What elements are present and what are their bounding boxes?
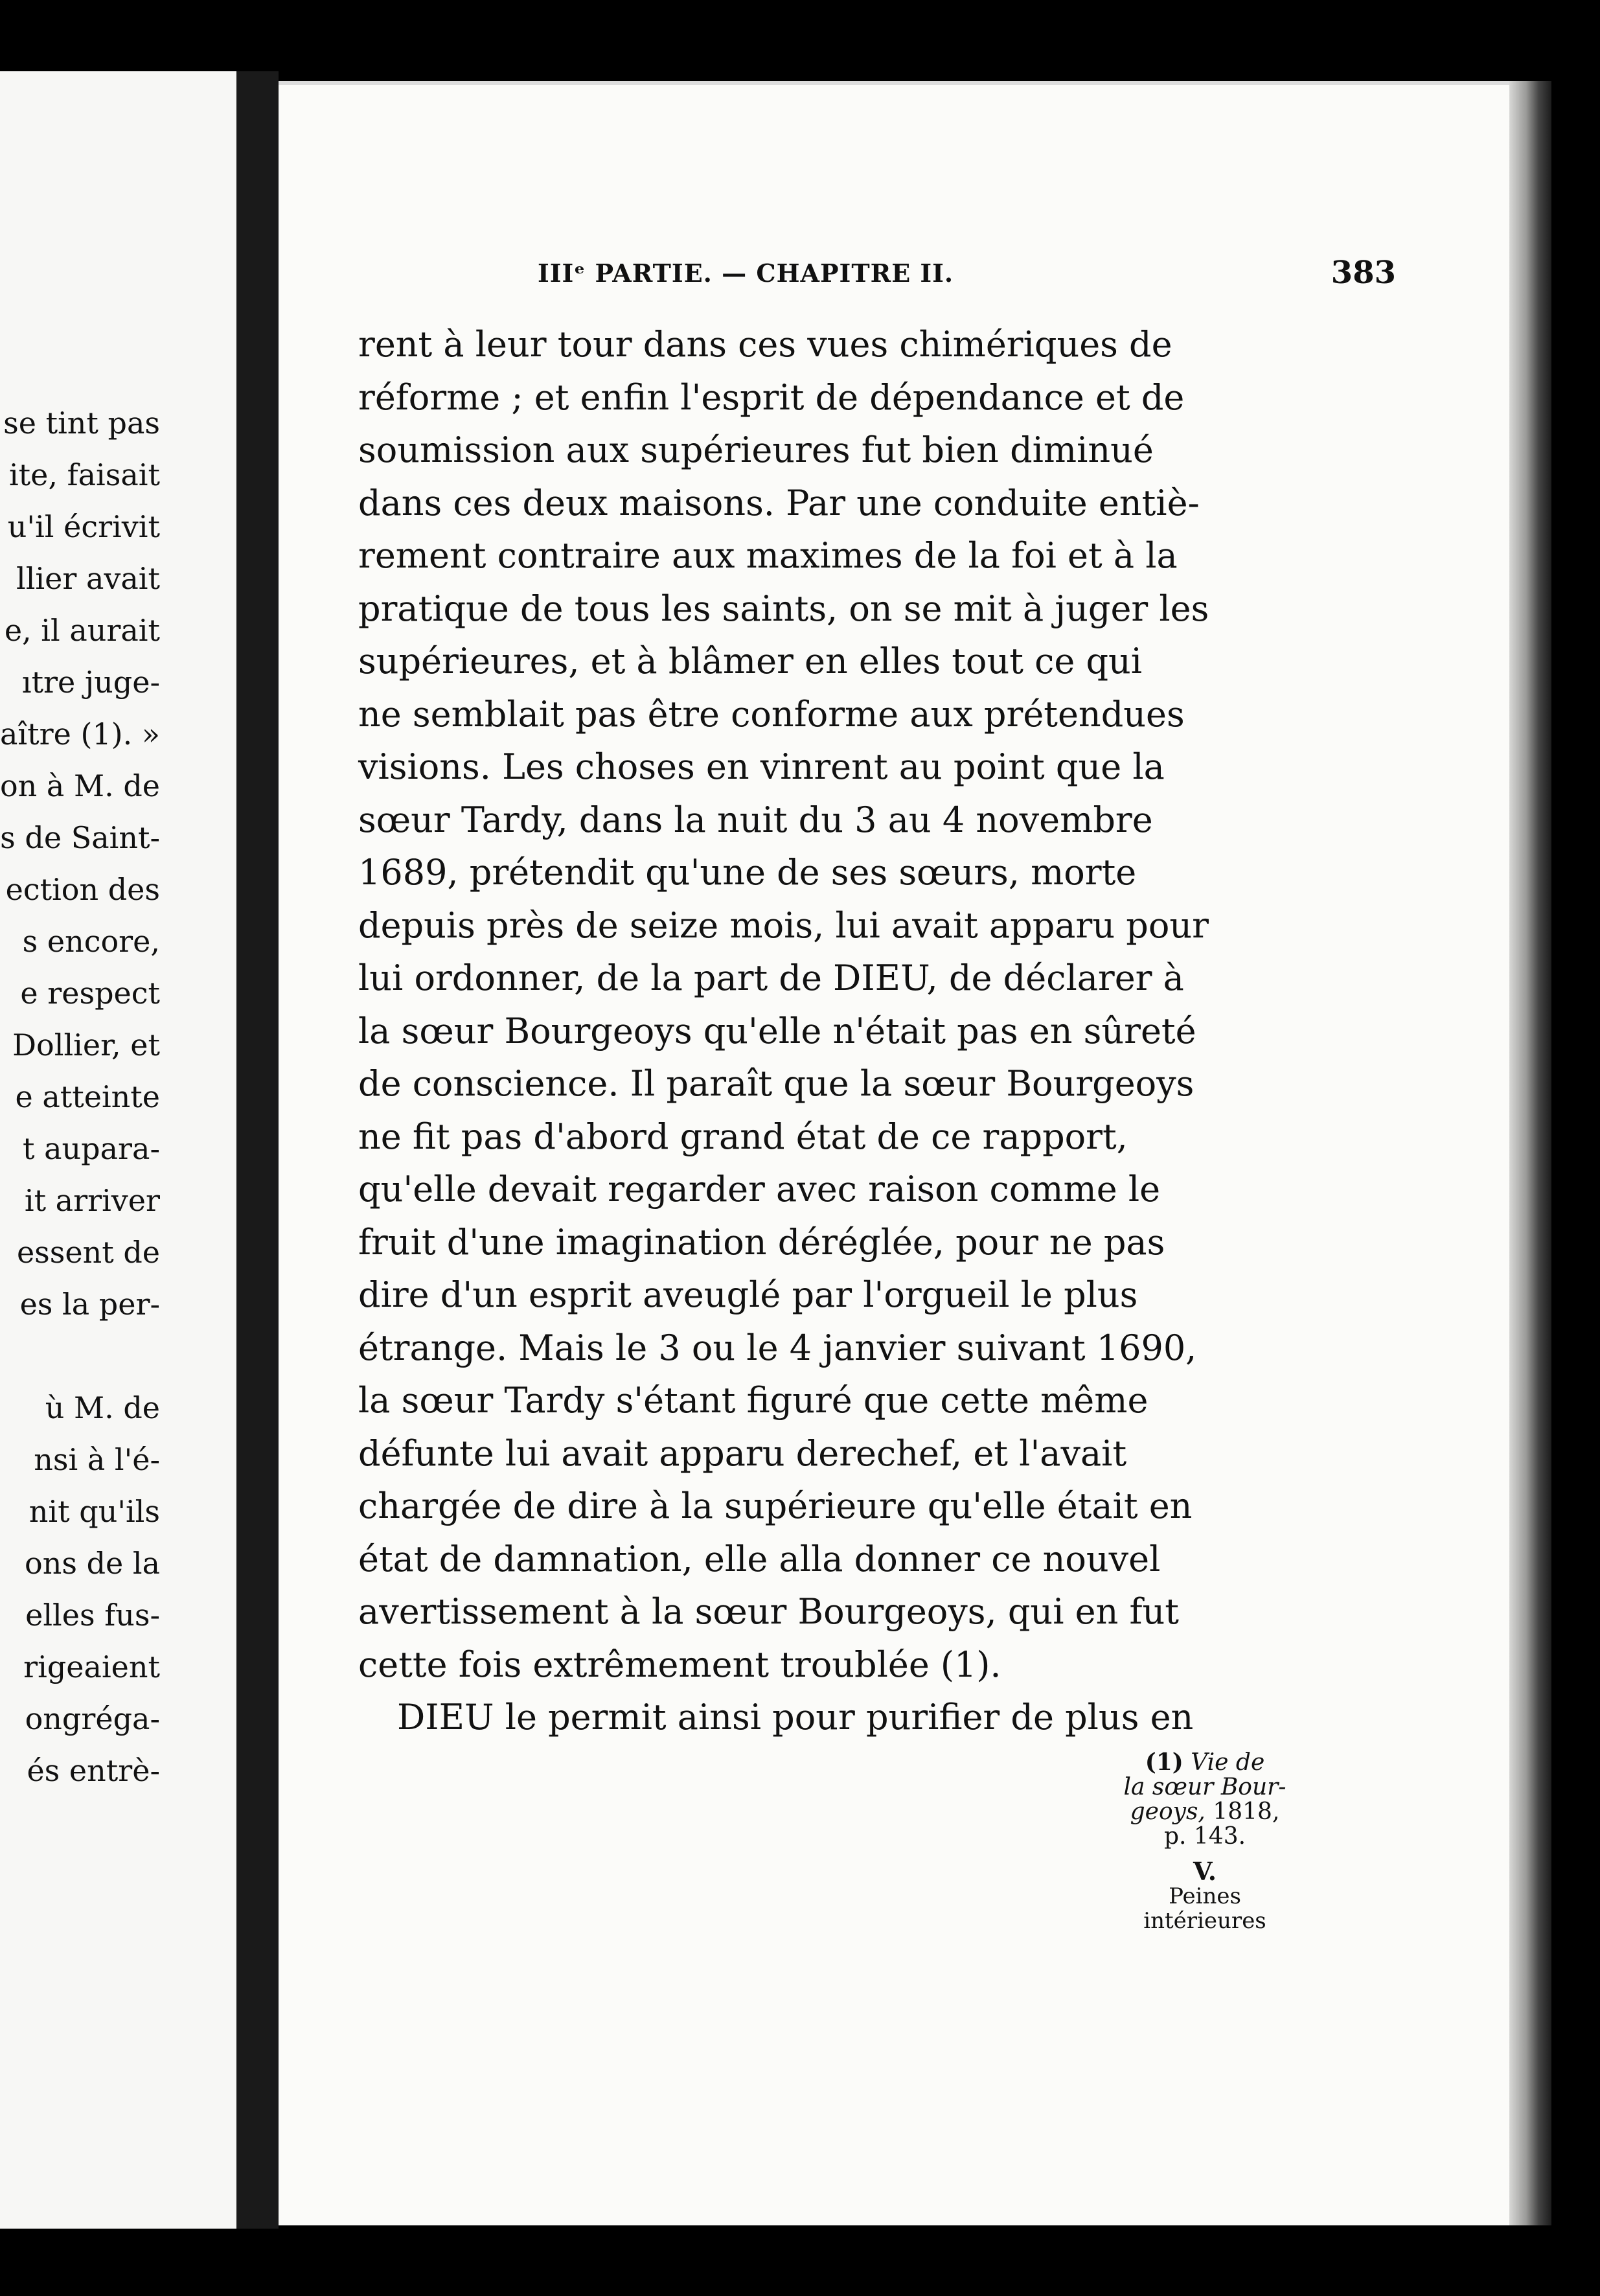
footnote-year: 1818, [1213, 1798, 1280, 1825]
text-line: supérieures, et à blâmer en elles tout ce qui [358, 641, 1143, 682]
left-page-line: e respect [20, 976, 160, 1011]
book-gutter [236, 71, 279, 2229]
left-page-line: e, il aurait [4, 613, 160, 648]
text-line: la sœur Bourgeoys qu'elle n'était pas en sûreté [358, 1010, 1196, 1051]
section-number: V. [1193, 1857, 1217, 1886]
text-line: visions. Les choses en vinrent au point que la [358, 746, 1165, 787]
marginal-footnote [1121, 1750, 1289, 1849]
left-page-line: s encore, [22, 924, 160, 959]
left-page-line: nsi à l'é- [34, 1442, 160, 1477]
left-page-line: és entrè- [27, 1753, 160, 1788]
left-page-line: llier avait [16, 561, 160, 596]
text-line: sœur Tardy, dans la nuit du 3 au 4 novembre [358, 799, 1153, 840]
left-page-line: ons de la [25, 1546, 160, 1581]
text-line: DIEU le permit ainsi pour purifier de plus en [397, 1697, 1194, 1738]
left-page-line: nit qu'ils [29, 1494, 160, 1529]
left-page-line: ongréga- [25, 1701, 160, 1736]
text-line: dire d'un esprit aveuglé par l'orgueil le plus [358, 1274, 1138, 1315]
text-line: la sœur Tardy s'étant figuré que cette même [358, 1380, 1149, 1421]
text-line: ne semblait pas être conforme aux prétendues [358, 693, 1185, 735]
text-line: rement contraire aux maximes de la foi et à la [358, 535, 1178, 576]
left-page-line: essent de [16, 1235, 160, 1270]
left-page-line: on à M. de [0, 768, 160, 803]
marginal-section-note [1121, 1859, 1289, 1933]
footnote-title-end: geoys, [1130, 1798, 1206, 1825]
text-line: qu'elle devait regarder avec raison comme le [358, 1169, 1161, 1210]
text-line: depuis près de seize mois, lui avait apparu pour [358, 904, 1209, 946]
left-page-line: t aupara- [23, 1131, 160, 1166]
text-line: cette fois extrêmement troublée (1). [358, 1644, 1001, 1685]
left-page-line: ıtre juge- [21, 665, 160, 700]
text-line: défunte lui avait apparu derechef, et l'avait [358, 1432, 1127, 1474]
margin-notes [1121, 1750, 1289, 1933]
text-line: réforme ; et enfin l'esprit de dépendance et de [358, 376, 1185, 418]
section-title-line: Peines [1169, 1883, 1241, 1909]
left-page-line: Dollier, et [12, 1027, 160, 1062]
footnote-page: p. 143. [1163, 1823, 1246, 1850]
left-page-line: e atteinte [15, 1079, 160, 1114]
page-edge [1509, 81, 1551, 2225]
left-page-line: aître (1). » [0, 717, 160, 752]
text-line: fruit d'une imagination déréglée, pour ne pas [358, 1221, 1165, 1263]
footnote-title: Vie de [1191, 1749, 1265, 1776]
text-line: de conscience. Il paraît que la sœur Bourgeoys [358, 1063, 1194, 1104]
page-number: 383 [1331, 255, 1396, 291]
text-line: lui ordonner, de la part de DIEU, de déclarer à [358, 958, 1184, 998]
left-page-line: it arriver [24, 1183, 160, 1218]
text-line: avertissement à la sœur Bourgeoys, qui en fut [358, 1591, 1179, 1632]
left-page [0, 71, 236, 2229]
footnote-number: (1) [1145, 1749, 1183, 1776]
text-line: chargée de dire à la supérieure qu'elle était en [358, 1486, 1193, 1526]
body-text [358, 318, 1209, 1744]
text-line: pratique de tous les saints, on se mit à juger les [358, 588, 1209, 629]
text-line: état de damnation, elle alla donner ce nouvel [358, 1538, 1161, 1579]
left-page-line: elles fus- [25, 1598, 160, 1633]
left-page-line: se tint pas [3, 406, 160, 441]
text-line: soumission aux supérieures fut bien diminué [358, 430, 1154, 470]
text-line: 1689, prétendit qu'une de ses sœurs, morte [358, 852, 1137, 893]
right-page [279, 81, 1529, 2225]
section-title-line: intérieures [1143, 1908, 1266, 1934]
left-page-line: rigeaient [23, 1649, 160, 1684]
page-header [538, 255, 1396, 297]
footnote-title-cont: la sœur Bour- [1123, 1774, 1286, 1800]
left-page-line: u'il écrivit [7, 509, 160, 544]
text-line: ne fit pas d'abord grand état de ce rapport, [358, 1116, 1128, 1157]
left-page-line: es la per- [19, 1287, 160, 1322]
left-page-line: ù M. de [45, 1390, 160, 1425]
text-line: étrange. Mais le 3 ou le 4 janvier suivant 1690, [358, 1327, 1197, 1368]
left-page-line: ection des [5, 872, 160, 907]
text-line: rent à leur tour dans ces vues chimériques de [358, 324, 1172, 365]
left-page-line: ite, faisait [8, 457, 160, 492]
text-line: dans ces deux maisons. Par une conduite entiè- [358, 482, 1200, 523]
running-head: IIIᵉ PARTIE. — CHAPITRE II. [538, 258, 954, 288]
left-page-line: s de Saint- [0, 820, 160, 855]
